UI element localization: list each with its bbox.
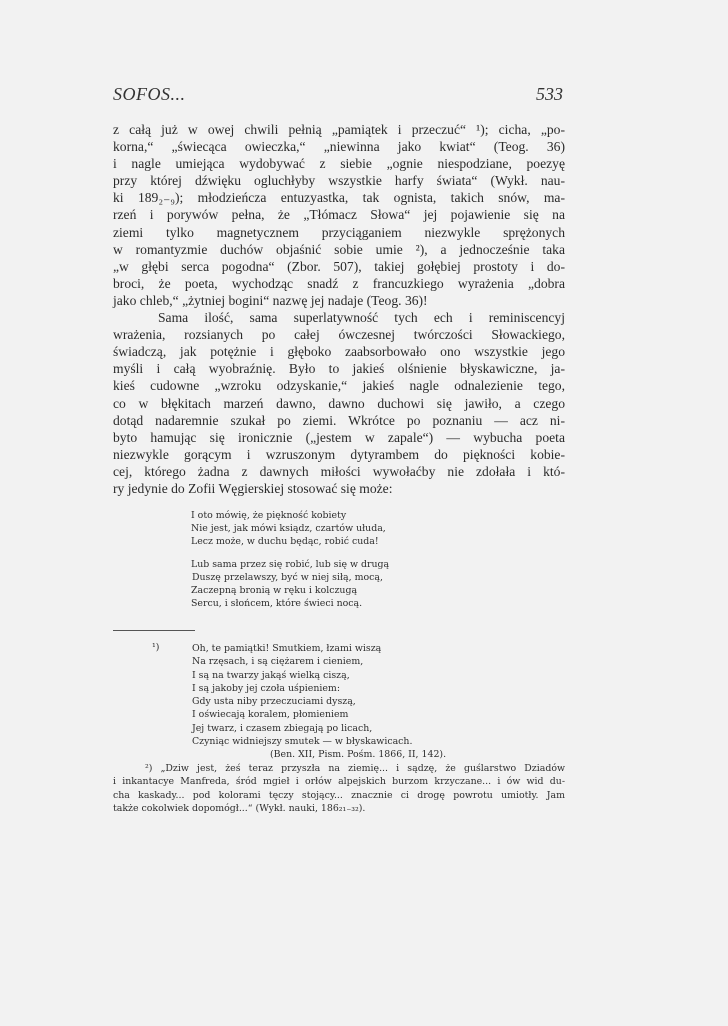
poem-quote <box>191 509 389 619</box>
text-line: i nagle umiejąca wydobywać z siebie „ognie niespodziane, poezyę <box>113 156 565 172</box>
footnote-separator <box>113 630 195 631</box>
text-line: cej, którego żadna z dawnych miłości wywołaćby nie zdołała i któ- <box>113 463 565 479</box>
footnote-2 <box>113 762 565 815</box>
text-line: broci, że poeta, wychodząc snadź z francuzkiego wyrażenia „dobra <box>113 275 565 291</box>
footnote-line: ²) „Dziw jest, żeś teraz przyszła na ziemię... i sądzę, że guślarstwo Dziadów <box>145 763 565 774</box>
text-line: kieś cudowne „wzroku odzyskanie,“ jakieś nagle odnalezienie tego, <box>113 378 565 394</box>
text-line: dotąd nadaremnie szukał po ziemi. Wkrótce po poznaniu — acz ni- <box>113 412 565 428</box>
text-line: świadczą, jak potężnie i głęboko zaabsorbowało ono wszystkie jego <box>113 344 565 360</box>
text-line: rzeń i porywów pełna, że „Tłómacz Słowa“ jej pojawienie się na <box>113 207 565 223</box>
verse-line: Lecz może, w duchu będąc, robić cuda! <box>191 536 379 548</box>
main-text <box>113 121 565 497</box>
footnote-verse-line: I są na twarzy jakąś wielką ciszą, <box>192 669 350 681</box>
verse-line: Sercu, i słońcem, które świeci nocą. <box>191 598 363 610</box>
text-line: ziemi tylko magnetycznem przyciąganiem niezwykle sprężonych <box>113 224 565 240</box>
paragraph-start-line: Sama ilość, sama superlatywność tych ech i reminiscencyj <box>158 310 565 326</box>
running-title: SOFOS... <box>113 84 186 104</box>
page-header <box>113 84 563 108</box>
verse-line: Nie jest, jak mówi ksiądz, czartów ułuda, <box>191 523 386 535</box>
footnote-verse-line: Czyniąc widniejszy smutek — w błyskawicach. <box>192 736 413 748</box>
text-line: niezwykle gorącym i wzruszonym dytyrambem do piękności kobie- <box>113 446 565 462</box>
text-line: myśli i całą wyobraźnię. Było to jakieś olśnienie błyskawiczne, ja- <box>113 361 565 377</box>
footnote-verse-line: I są jakoby jej czoła uśpieniem: <box>192 682 340 694</box>
footnote-line: i inkantacye Manfreda, śród mgieł i orłów alpejskich burzom krzyczane... i ów wid du- <box>113 776 565 788</box>
page-number: 533 <box>536 84 563 104</box>
verse-line: Zaczepną bronią w ręku i kolczugą <box>191 584 358 596</box>
text-line: w romantyzmie duchów objaśnić sobie umie ²), a jednocześnie taka <box>113 241 565 257</box>
text-line: z całą już w owej chwili pełnią „pamiątek i przeczuć“ ¹); cicha, „po- <box>113 122 565 137</box>
text-line: wrażenia, rozsianych po całej ówczesnej twórczości Słowackiego, <box>113 327 565 343</box>
text-line: korna,“ „świecąca owieczka,“ „niewinna jako kwiat“ (Teog. 36) <box>113 139 565 155</box>
footnote-verse-line: Na rzęsach, i są ciężarem i cieniem, <box>192 656 364 668</box>
text-line: jako chleb,“ „żytniej bogini“ nazwę jej nadaje (Teog. 36)! <box>113 292 428 308</box>
text-line: byto hamując się ironicznie („jestem w zapale“) — wybucha poeta <box>113 429 565 445</box>
footnote-verse-line: Gdy usta niby przeczuciami dyszą, <box>192 696 356 708</box>
text-line: przy której dźwięku ogluchłyby wszystkie harfy świata“ (Wykł. nau- <box>113 173 565 189</box>
text-line: ki 189₂₋₉); młodzieńcza entuzyastka, tak ognista, takich snów, ma- <box>113 190 565 206</box>
footnote-1 <box>192 642 446 762</box>
verse-line: Lub sama przez się robić, lub się w drugą <box>191 558 390 570</box>
text-line: „w głębi serca pogodna“ (Zbor. 507), takiej gołębiej prostoty i do- <box>113 258 565 274</box>
verse-line: I oto mówię, że piękność kobiety <box>191 510 347 521</box>
footnote-source: (Ben. XII, Pism. Pośm. 1866, II, 142). <box>270 749 447 761</box>
text-line: ry jedynie do Zofii Węgierskiej stosować się może: <box>113 480 393 496</box>
footnote-line: cha kaskady... pod kolorami tęczy stojący... znacznie ci drogę powrotu umiotły. Jam <box>113 789 565 801</box>
footnote-verse-line: I oświecają koralem, płomieniem <box>192 709 349 721</box>
poem-stanza <box>191 509 389 549</box>
footnote-line: także cokolwiek dopomógł...“ (Wykł. nauki, 186₂₁₋₃₂). <box>113 802 366 814</box>
footnote-1-mark: ¹) <box>152 642 160 653</box>
verse-line: Duszę przelawszy, być w niej siłą, mocą, <box>192 571 383 583</box>
footnote-verse-line: Oh, te pamiątki! Smutkiem, łzami wiszą <box>192 643 382 654</box>
poem-stanza <box>191 558 389 611</box>
text-line: co w błękitach marzeń dawno, dawno duchowi się jawiło, a czego <box>113 395 565 411</box>
footnote-verse-line: Jej twarz, i czasem zbiegają po licach, <box>192 722 373 734</box>
